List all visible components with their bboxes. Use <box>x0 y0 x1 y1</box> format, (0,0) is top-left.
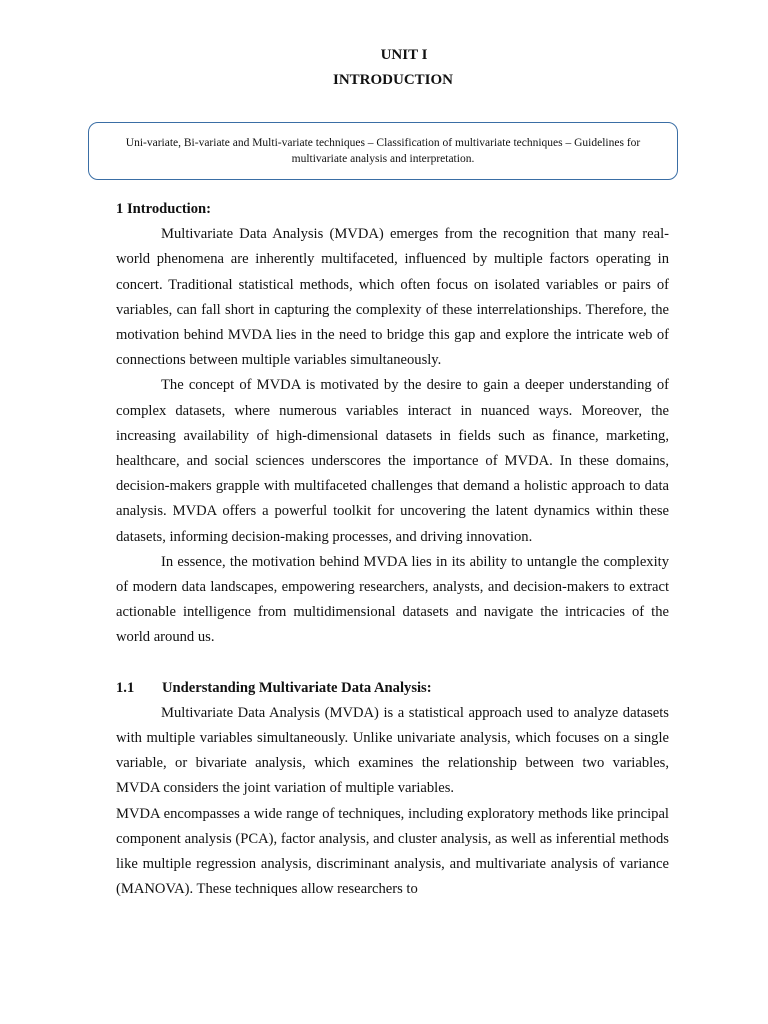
section-number: 1.1 <box>116 679 135 696</box>
chapter-title: INTRODUCTION <box>332 72 453 88</box>
syllabus-box: Uni-variate, Bi-variate and Multi-variate techniques – Classification of multivariate techniques – Guidelines for multivariate analysis and interpretation. <box>88 122 678 180</box>
paragraph: In essence, the motivation behind MVDA lies in its ability to untangle the complexity of modern data landscapes, empowering researchers, analysts, and decision-makers to extract actionable intelligence from multidimensional datasets and navigate the intricacies of the world around us. <box>116 553 669 646</box>
paragraph: MVDA encompasses a wide range of techniques, including exploratory methods like principal component analysis (PCA), factor analysis, and cluster analysis, as well as inferential methods like multiple regression analysis, discriminant analysis, and multivariate analysis of variance (MANOVA). These techniques allow researchers to <box>116 805 669 898</box>
unit-title: UNIT I <box>380 47 428 63</box>
paragraph: The concept of MVDA is motivated by the desire to gain a deeper understanding of complex datasets, where numerous variables interact in nuanced ways. Moreover, the increasing availability of high-dimensional datasets in fields such as finance, marketing, healthcare, and social sciences underscores the importance of MVDA. In these domains, decision-makers grapple with multifaceted challenges that demand a holistic approach to data analysis. MVDA offers a powerful toolkit for uncovering the latent dynamics within these datasets, informing decision-making processes, and driving innovation. <box>116 377 669 545</box>
paragraph: Multivariate Data Analysis (MVDA) emerges from the recognition that many real-world phenomena are inherently multifaceted, influenced by multiple factors operating in concert. Traditional statistical methods, which often focus on isolated variables or pairs of variables, can fall short in capturing the complexity of these interrelationships. Therefore, the motivation behind MVDA lies in the need to bridge this gap and explore the intricate web of connections between multiple variables simultaneously. <box>116 226 669 369</box>
paragraph: Multivariate Data Analysis (MVDA) is a statistical approach used to analyze datasets with multiple variables simultaneously. Unlike univariate analysis, which focuses on a single variable, or bivariate analysis, which examines the relationship between two variables, MVDA considers the joint variation of multiple variables. <box>116 704 669 797</box>
section-heading-understanding-mvda <box>116 676 669 701</box>
spacer <box>116 651 669 676</box>
document-body <box>116 197 669 902</box>
section-heading-introduction: 1 Introduction: <box>116 201 212 217</box>
section-heading-text: Understanding Multivariate Data Analysis: <box>162 679 432 696</box>
